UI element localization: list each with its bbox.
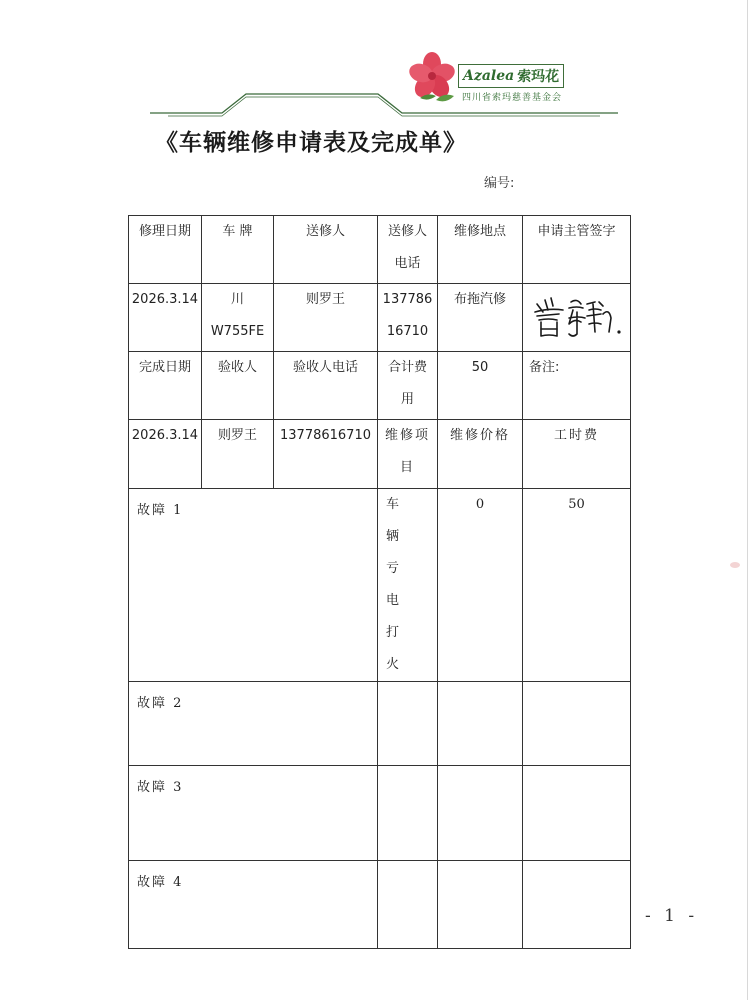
remarks-label: 备注: (523, 352, 631, 420)
header-repair-date: 修理日期 (129, 216, 202, 284)
repair-item-header-line1: 维修项 (384, 428, 430, 443)
request-plate-line2: W755FE (210, 324, 265, 339)
fault-row (129, 489, 631, 682)
request-sender-phone (378, 284, 438, 352)
request-sender-phone-line2: 16710 (386, 324, 429, 339)
fault-label: 故障 4 (129, 861, 378, 949)
fault-repair-item-line2: 亏 电 (386, 561, 416, 608)
total-cost-label-line1: 合计费 (387, 360, 427, 375)
page-edge (747, 0, 748, 1000)
acceptor-phone-value: 13778616710 (274, 420, 378, 489)
total-cost-value: 50 (438, 352, 523, 420)
fault-label: 故障 3 (129, 766, 378, 861)
header-row (129, 216, 631, 284)
header-sender-phone-line1: 送修人 (387, 224, 427, 239)
request-sender-phone-line1: 137786 (382, 292, 433, 307)
header-plate: 车 牌 (202, 216, 274, 284)
fault-label: 故障 2 (129, 682, 378, 766)
request-plate (202, 284, 274, 352)
repair-item-header-line2: 目 (399, 460, 415, 475)
page-number: - 1 - (645, 906, 699, 926)
total-cost-label (378, 352, 438, 420)
fault-row (129, 682, 631, 766)
repair-item-header (378, 420, 438, 489)
fault-label: 故障 1 (129, 489, 378, 682)
fault-row (129, 766, 631, 861)
repair-form-table (128, 215, 631, 949)
request-repair-location: 布拖汽修 (438, 284, 523, 352)
labor-cost-header: 工时费 (523, 420, 631, 489)
fault-repair-item (378, 861, 438, 949)
completion-date-value: 2026.3.14 (129, 420, 202, 489)
fault-row (129, 861, 631, 949)
foundation-logo (404, 50, 564, 110)
acceptor-value: 则罗王 (202, 420, 274, 489)
header-sender-phone (378, 216, 438, 284)
header-supervisor-signature: 申请主管签字 (523, 216, 631, 284)
serial-number-label: 编号: (484, 176, 515, 191)
fault-labor-cost (523, 682, 631, 766)
paper-stain (730, 562, 740, 568)
fault-labor-cost (523, 861, 631, 949)
header-rule (0, 0, 750, 120)
logo-brand-cn: 索玛花 (517, 69, 560, 85)
fault-repair-item (378, 766, 438, 861)
fault-repair-price (438, 766, 523, 861)
completion-header-row (129, 352, 631, 420)
logo-org-name: 四川省索玛慈善基金会 (462, 93, 563, 103)
request-sender: 则罗王 (274, 284, 378, 352)
total-cost-label-line2: 用 (400, 392, 414, 407)
request-row (129, 284, 631, 352)
request-repair-date: 2026.3.14 (129, 284, 202, 352)
acceptor-phone-label: 验收人电话 (274, 352, 378, 420)
logo-brand-latin: Azalea (463, 68, 515, 84)
handwritten-signature (529, 292, 625, 344)
request-plate-line1: 川 (230, 292, 244, 307)
fault-labor-cost: 50 (523, 489, 631, 682)
azalea-flower-icon (406, 50, 462, 106)
supervisor-signature-cell (523, 284, 631, 352)
logo-brand (458, 64, 564, 88)
fault-repair-item-line3: 打火 (386, 625, 416, 672)
fault-repair-item (378, 489, 438, 682)
fault-repair-item (378, 682, 438, 766)
fault-labor-cost (523, 766, 631, 861)
repair-price-header: 维修价格 (438, 420, 523, 489)
header-sender-phone-line2: 电话 (394, 256, 421, 271)
fault-repair-price (438, 682, 523, 766)
header-sender: 送修人 (274, 216, 378, 284)
fault-repair-price (438, 861, 523, 949)
fault-repair-item-line1: 车 辆 (386, 497, 416, 544)
acceptor-label: 验收人 (202, 352, 274, 420)
header-repair-location: 维修地点 (438, 216, 523, 284)
completion-row (129, 420, 631, 489)
document-title: 《车辆维修申请表及完成单》 (155, 130, 467, 156)
completion-date-label: 完成日期 (129, 352, 202, 420)
fault-repair-price: 0 (438, 489, 523, 682)
